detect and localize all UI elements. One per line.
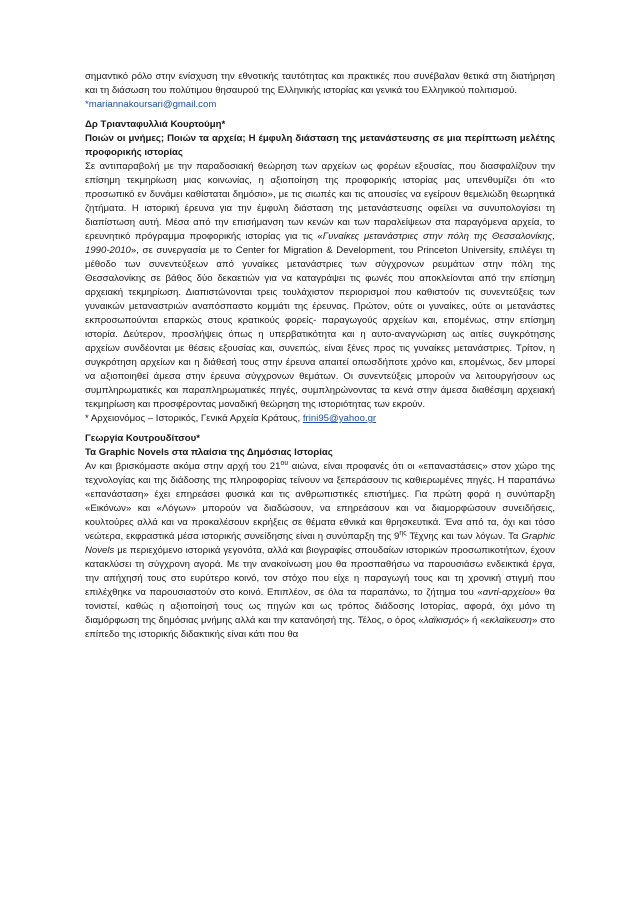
section1-footnote <box>85 412 555 426</box>
section1-abstract <box>85 160 555 412</box>
section1-footnote-email[interactable]: frini95@yahoo.gr <box>302 413 377 424</box>
section2-italic-anti-archive: αντί-αρχείου <box>482 587 536 598</box>
section2-text-b: αιώνα, είναι προφανές ότι οι «επαναστάσεις» στον χώρο της τεχνολογίας και της διάδοσης της πληροφορίας τείνουν να ξεπεράσουν τις καθιερωμένες πηγές. Η παραπάνω «επανάσταση» έχει επηρεάσει φυσικά και τις ανθρωπιστικές επιστήμες. Για πρώτη φορά η συνύπαρξη «Εικόνων» και «Λόγων» μπορούν να διαδώσουν, να επηρεάσουν και να διαμορφώσουν συνειδήσεις, κουλτούρες αλλά και να προκαλέσουν εκρήξεις σε θέματα εθνικά και θρησκευτικά. Ένα από τα, όχι και τόσο νεώτερα, εκφραστικά μέσα ιστορικής συνείδησης είναι η συνύπαρξη της 9 <box>85 461 555 542</box>
section2-title: Τα Graphic Novels στα πλαίσια της Δημόσιας Ιστορίας <box>85 447 333 458</box>
section1-title: Ποιών οι μνήμες; Ποιών τα αρχεία; Η έμφυλη διάσταση της μετανάστευσης σε μια περίπτωση μελέτης προφορικής ιστορίας <box>85 133 555 158</box>
section2-text-g: » στο επίπεδο της ιστορικής διδακτικής είναι κάτι που θα <box>85 615 555 640</box>
intro-email[interactable]: *mariannakoursari@gmail.com <box>85 99 217 110</box>
section2-abstract <box>85 460 555 642</box>
section2-superscript-1: ου <box>280 459 289 467</box>
section1-footnote-text: * Αρχειονόμος – Ιστορικός, Γενικά Αρχεία Κράτους, <box>85 413 303 424</box>
section1-author: Δρ Τριανταφυλλιά Κουρτούμη* <box>85 119 226 130</box>
section2-text-e: » θα τονιστεί, καθώς η αξιοποίησή τους ως πηγών και ως τρόπος διάδοσης Ιστορίας, αφορά, όχι μόνο τη διαμόρφωση της δημόσιας μνήμης αλλά και την κατανόησή της. Τέλος, ο όρος « <box>85 587 555 626</box>
section2-italic-popularization: εκλαϊκευση <box>485 615 533 626</box>
section1-project-title: Γυναίκες μετανάστριες στην πόλη της Θεσσαλονίκης, 1990-2010 <box>85 231 555 256</box>
section2-text-d: με περιεχόμενο ιστορικά γεγονότα, αλλά και βιογραφίες σπουδαίων ιστορικών προσωπικοτήτων, έχουν κατακλύσει τη σύγχρονη αγορά. Με την ανακοίνωση μου θα προσπαθήσω να παρουσιάσω ενδεικτικά έργα, την απήχησή τους στο ευρύτερο κοινό, τον στόχο που είχε η παραγωγή τους και τη χρονική στιγμή που επιλέχθηκε να παρουσιαστούν στο κοινό. Επιπλέον, σε όλα τα παραπάνω, το ζήτημα του « <box>85 545 555 598</box>
section1-text-a: Σε αντιπαραβολή με την παραδοσιακή θεώρηση των αρχείων ως φορέων εξουσίας, που διασφαλίζουν την επίσημη τεκμηρίωση μιας κοινωνίας, η αξιοποίηση της προφορικής ιστορίας μας υπενθυμίζει ότι «το προσωπικό εν δυνάμει καθίσταται δημόσιο», με τις σιωπές και τις απουσίες να εγείρουν θεμελιώδη θεωρητικά ζητήματα. Η ιστορική έρευνα για την έμφυλη διάσταση της μετανάστευσης οφείλει να συνυπολογίσει τη διαπίστωση αυτή. Μέσα από την επισήμανση των κενών και των παραλείψεων στα παραγόμενα αρχεία, το ερευνητικό πρόγραμμα προφορικής ιστορίας για τις « <box>85 161 555 242</box>
document-page <box>85 70 555 642</box>
section2-text-f: » ή « <box>463 615 486 626</box>
section1-text-b: », σε συνεργασία με το Center for Migration & Development, του Princeton University, επιλέγει τη μέθοδο των συνεντεύξεων από γυναίκες μετανάστριες των σύγχρονων ρευμάτων στην πόλη της Θεσσαλονίκης σε βάθος δύο δεκαετιών για να καταγράψει τις φωνές που αποκλείονται από την επίσημη αρχειακή τεκμηρίωση. Διαπιστώνονται τρεις τουλάχιστον περιορισμοί που καθιστούν τις συνεντεύξεις των γυναικών μεταναστριών αναπόσπαστο κομμάτι της έρευνας. Πρώτον, ούτε οι γυναίκες, ούτε οι μετανάστες εκπροσωπούνται επαρκώς στους κρατικούς φορείς- παραγωγούς αρχείων και, επομένως, στην επίσημη ιστορία. Δεύτερον, προσλήψεις όπως η υπερβατικότητα και η αυτο-αναγνώριση ως αιτίες συγκρότησης αρχείων συνδέονται με θέσεις εξουσίας και, συνεπώς, είναι ξένες προς τις γυναίκες μετανάστριες. Τρίτον, η συγκρότηση αρχείων και η διάθεσή τους στην έρευνα απαιτεί οπωσδήποτε χρόνο και, επομένως, δεν μπορεί να αξιοποιηθεί άμεσα στην έρευνα σύγχρονων θεμάτων. Οι συνεντεύξεις μπορούν να λειτουργήσουν ως συμπληρωματικές και παραπληρωματικές πηγές, συμπληρώνοντας τα κενά στην άμεσα διαθέσιμη αρχειακή τεκμηρίωση και προσφέροντας μοναδική θεώρηση της ιστοριότητας των εκρούν. <box>85 245 555 410</box>
section2-superscript-2: ης <box>399 529 407 537</box>
section2-italic-graphic-novels: Graphic Novels <box>85 531 555 556</box>
section2-text-a: Αν και βρισκόμαστε ακόμα στην αρχή του 21 <box>85 461 281 472</box>
section2-italic-populism: λαϊκισμός <box>423 615 464 626</box>
intro-paragraph: σημαντικό ρόλο στην ενίσχυση την εθνοτικής ταυτότητας και πρακτικές που συνέβαλαν θετικά στη διατήρηση και τη διάσωση του πολύτιμου θησαυρού της Ελληνικής ιστορίας και γενικά του Ελληνικού πολιτισμού. <box>85 71 555 96</box>
section2-author: Γεωργία Κουτρουδίτσου* <box>85 433 200 444</box>
section2-text-c: Τέχνης και των λόγων. Τα <box>406 531 522 542</box>
